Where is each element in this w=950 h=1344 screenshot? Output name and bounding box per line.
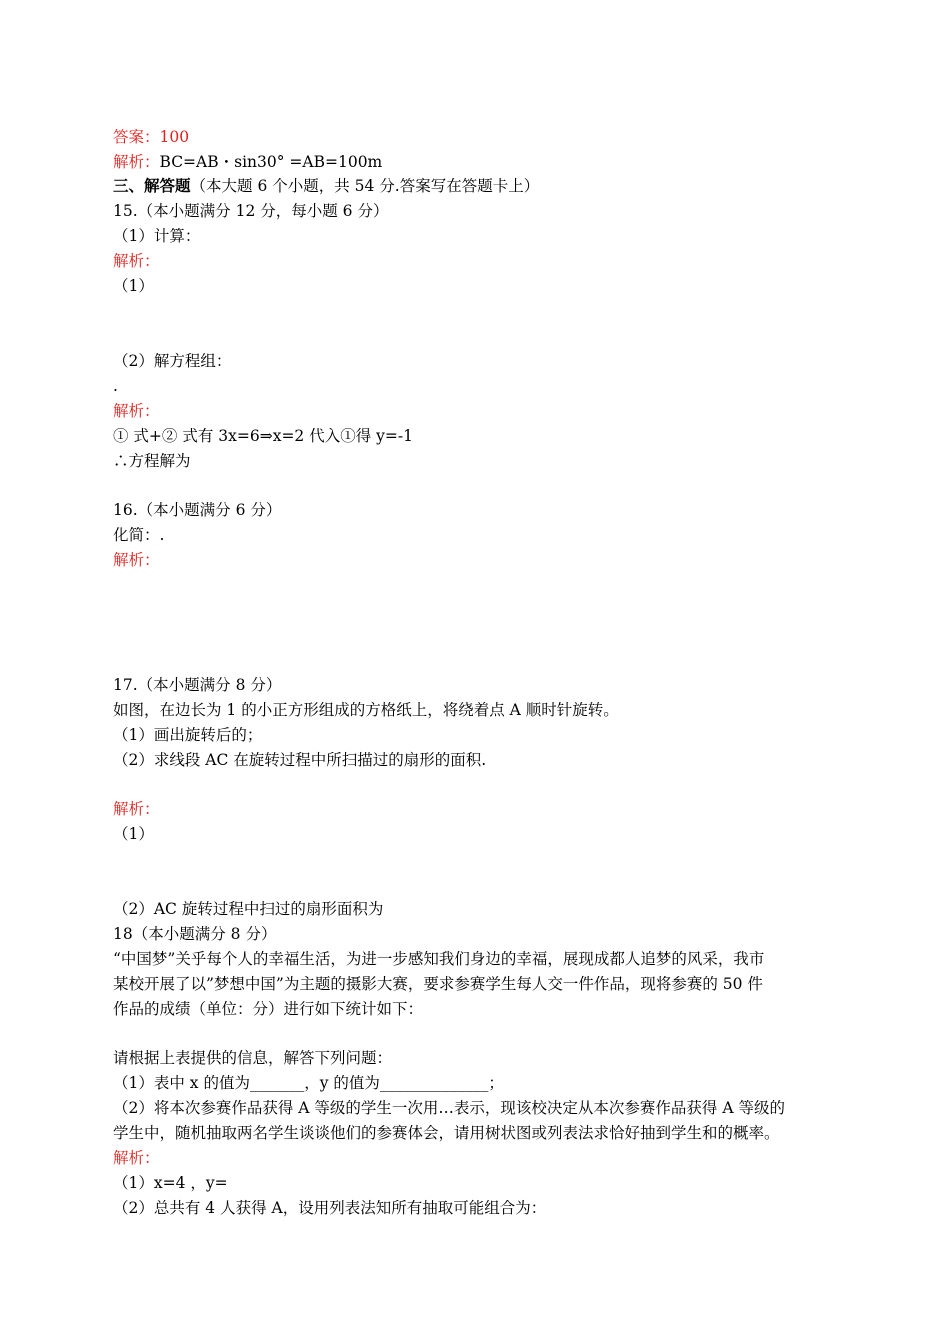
analysis-label: 解析： [113,252,160,270]
q17-prompt: 如图，在边长为 1 的小正方形组成的方格纸上，将绕着点 A 顺时针旋转。 [113,701,619,719]
q17-sol-part1: （1） [113,825,154,843]
q15-sol-result: ∴方程解为 [113,452,191,470]
analysis-label: 解析： [113,153,160,171]
analysis-label: 解析： [113,1149,160,1167]
question-16-header: 16.（本小题满分 6 分） [113,501,282,519]
q17-part1: （1）画出旋转后的； [113,726,263,744]
question-17-header: 17.（本小题满分 8 分） [113,676,282,694]
q18-instruction: 请根据上表提供的信息，解答下列问题： [113,1049,393,1067]
q18-part1: （1）表中 x 的值为_______，y 的值为______________； [113,1074,504,1092]
q15-part2: （2）解方程组： [113,352,232,370]
question-15-header: 15.（本小题满分 12 分，每小题 6 分） [113,202,389,220]
q18-part2-line2: 学生中，随机抽取两名学生谈谈他们的参赛体会，请用树状图或列表法求恰好抽到学生和的概率。 [113,1124,780,1142]
answer-line: 答案：100 [113,128,190,146]
question-18-header: 18（本小题满分 8 分） [113,925,277,943]
q18-text-2: 某校开展了以”梦想中国”为主题的摄影大赛，要求参赛学生每人交一件作品，现将参赛的 50 件 [113,975,763,993]
q18-text-1: “中国梦”关乎每个人的幸福生活，为进一步感知我们身边的幸福，展现成都人追梦的风采，我市 [113,950,765,968]
analysis-text: BC=AB・sin30° =AB=100m [159,153,383,171]
q15-sol-step: ① 式+② 式有 3x=6⇒x=2 代入①得 y=-1 [113,427,413,445]
q17-part2: （2）求线段 AC 在旋转过程中所扫描过的扇形的面积. [113,751,487,769]
q15-part1: （1）计算： [113,227,201,245]
q18-sol-part2: （2）总共有 4 人获得 A，设用列表法知所有抽取可能组合为： [113,1199,547,1217]
q18-text-3: 作品的成绩（单位：分）进行如下统计如下： [113,1000,424,1018]
analysis-line-14 [113,151,382,173]
analysis-label: 解析： [113,402,160,420]
analysis-label: 解析： [113,551,160,569]
q17-sol-part2: （2）AC 旋转过程中扫过的扇形面积为 [113,900,384,918]
q15-part2-dot: . [113,377,118,395]
section-heading [113,175,539,197]
analysis-label: 解析： [113,800,160,818]
q18-sol-part1: （1）x=4 ，y= [113,1174,228,1192]
q18-part2-line1: （2）将本次参赛作品获得 A 等级的学生一次用…表示，现该校决定从本次参赛作品获得 A 等级的 [113,1099,785,1117]
q15-sol-part1: （1） [113,277,154,295]
section-title: 三、解答题 [113,176,191,195]
section-note: （本大题 6 个小题，共 54 分.答案写在答题卡上） [190,177,540,195]
q16-prompt: 化简：. [113,526,165,544]
